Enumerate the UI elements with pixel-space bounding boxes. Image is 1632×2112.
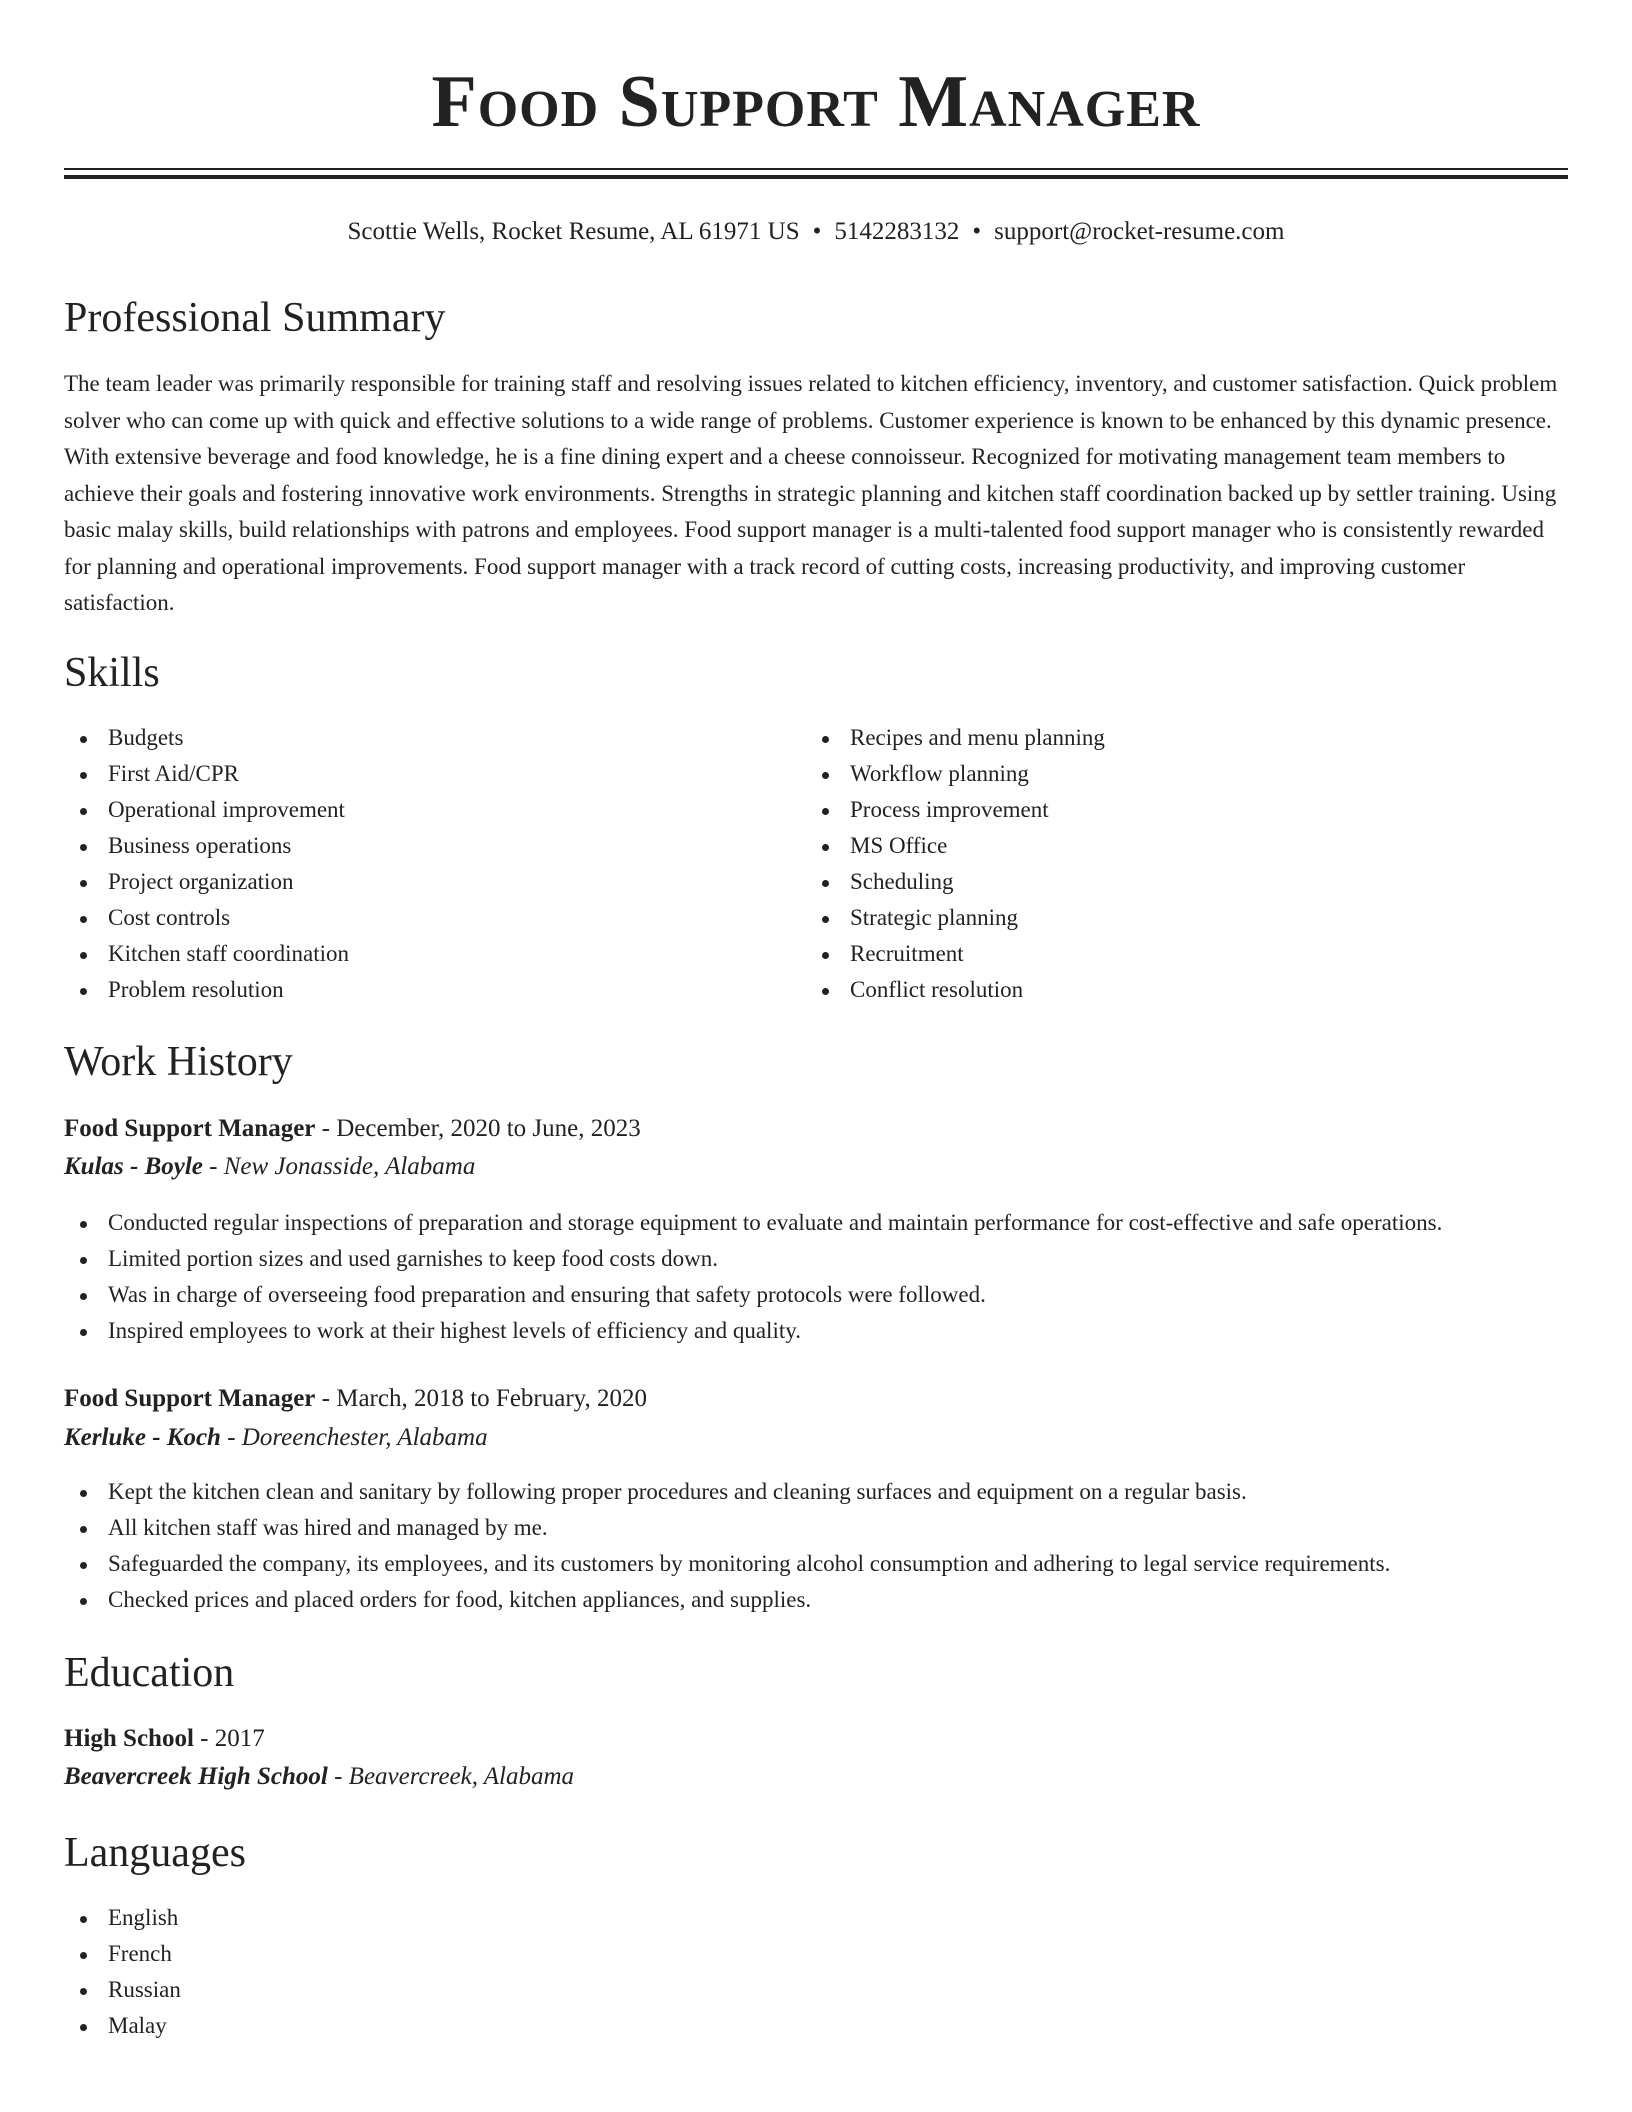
summary-text: The team leader was primarily responsible for training staff and resolving issues related to kitchen efficiency, inventory, and customer satisfaction. Quick problem solver who can come up with quick and effective solutions to a wide range of problems. Customer experience is known to be enhanced by this dynamic presence. With extensive beverage and food knowledge, he is a fine dining expert and a cheese connoisseur. Recognized for motivating management team members to achieve their goals and fostering innovative work environments. Strengths in strategic planning and kitchen staff coordination backed up by settler training. Using basic malay skills, build relationships with patrons and employees. Food support manager is a multi-talented food support manager who is consistently rewarded for planning and operational improvements. Food support manager with a track record of cutting costs, increasing productivity, and improving customer satisfaction.	[64, 371, 1558, 615]
job-title-line	[64, 1112, 641, 1146]
skill-item: Conflict resolution	[806, 972, 1105, 1008]
education-degree: High School	[64, 1725, 194, 1752]
job-bullets	[64, 1205, 1442, 1349]
job-company-line	[64, 1150, 475, 1184]
contact-address: Scottie Wells, Rocket Resume, AL 61971 US	[347, 218, 800, 245]
job-bullet: Limited portion sizes and used garnishes to keep food costs down.	[64, 1241, 1442, 1277]
skill-item: Recruitment	[806, 936, 1105, 972]
contact-email: support@rocket-resume.com	[994, 218, 1285, 245]
job-bullet: All kitchen staff was hired and managed by me.	[64, 1510, 1390, 1546]
skill-item: Budgets	[64, 720, 349, 756]
job-bullet: Was in charge of overseeing food preparation and ensuring that safety protocols were followed.	[64, 1277, 1442, 1313]
skills-heading: Skills	[64, 650, 160, 696]
job-bullet: Checked prices and placed orders for food, kitchen appliances, and supplies.	[64, 1582, 1390, 1618]
contact-line	[64, 216, 1568, 248]
skill-item: First Aid/CPR	[64, 756, 349, 792]
job-location: - Doreenchester, Alabama	[220, 1424, 488, 1451]
job-title: Food Support Manager	[64, 1115, 316, 1142]
skill-item: Problem resolution	[64, 972, 349, 1008]
skill-item: Scheduling	[806, 864, 1105, 900]
education-degree-line	[64, 1722, 265, 1756]
skills-list-left	[64, 720, 349, 1008]
language-item: Malay	[64, 2008, 181, 2044]
job-company: Kerluke - Koch	[64, 1424, 221, 1451]
job-location: - New Jonasside, Alabama	[202, 1153, 476, 1180]
education-school: Beavercreek High School	[64, 1763, 328, 1790]
education-heading: Education	[64, 1650, 235, 1696]
job-bullet: Safeguarded the company, its employees, and its customers by monitoring alcohol consumption and adhering to legal service requirements.	[64, 1546, 1390, 1582]
job-bullet: Inspired employees to work at their highest levels of efficiency and quality.	[64, 1313, 1442, 1349]
skill-item: Workflow planning	[806, 756, 1105, 792]
contact-separator: •	[972, 218, 982, 245]
languages-heading: Languages	[64, 1830, 246, 1876]
language-item: Russian	[64, 1972, 181, 2008]
skill-item: MS Office	[806, 828, 1105, 864]
resume-title: Food Support Manager	[431, 61, 1201, 143]
contact-phone: 5142283132	[834, 218, 960, 245]
education-school-line	[64, 1760, 574, 1794]
job-company-line	[64, 1421, 488, 1455]
skill-item: Process improvement	[806, 792, 1105, 828]
skill-item: Business operations	[64, 828, 349, 864]
job-bullet: Kept the kitchen clean and sanitary by following proper procedures and cleaning surfaces and equipment on a regular basis.	[64, 1474, 1390, 1510]
skill-item: Kitchen staff coordination	[64, 936, 349, 972]
job-title: Food Support Manager	[64, 1385, 316, 1412]
summary-heading: Professional Summary	[64, 295, 446, 341]
contact-separator: •	[812, 218, 822, 245]
job-title-line	[64, 1382, 647, 1416]
language-item: French	[64, 1936, 181, 1972]
job-dates: - March, 2018 to February, 2020	[315, 1385, 648, 1412]
skills-list-right	[806, 720, 1105, 1008]
job-dates: - December, 2020 to June, 2023	[315, 1115, 641, 1142]
job-bullets	[64, 1474, 1390, 1618]
education-location: - Beavercreek, Alabama	[327, 1763, 575, 1790]
education-year: - 2017	[193, 1725, 265, 1752]
skill-item: Cost controls	[64, 900, 349, 936]
title-divider-thick	[64, 175, 1568, 179]
language-item: English	[64, 1900, 181, 1936]
job-bullet: Conducted regular inspections of preparation and storage equipment to evaluate and maintain performance for cost-effective and safe operations.	[64, 1205, 1442, 1241]
skill-item: Project organization	[64, 864, 349, 900]
skill-item: Operational improvement	[64, 792, 349, 828]
skill-item: Strategic planning	[806, 900, 1105, 936]
title-divider-thin	[64, 168, 1568, 170]
languages-list	[64, 1900, 181, 2044]
work-history-heading: Work History	[64, 1039, 293, 1085]
resume-page	[64, 0, 1568, 2112]
skill-item: Recipes and menu planning	[806, 720, 1105, 756]
job-company: Kulas - Boyle	[64, 1153, 203, 1180]
